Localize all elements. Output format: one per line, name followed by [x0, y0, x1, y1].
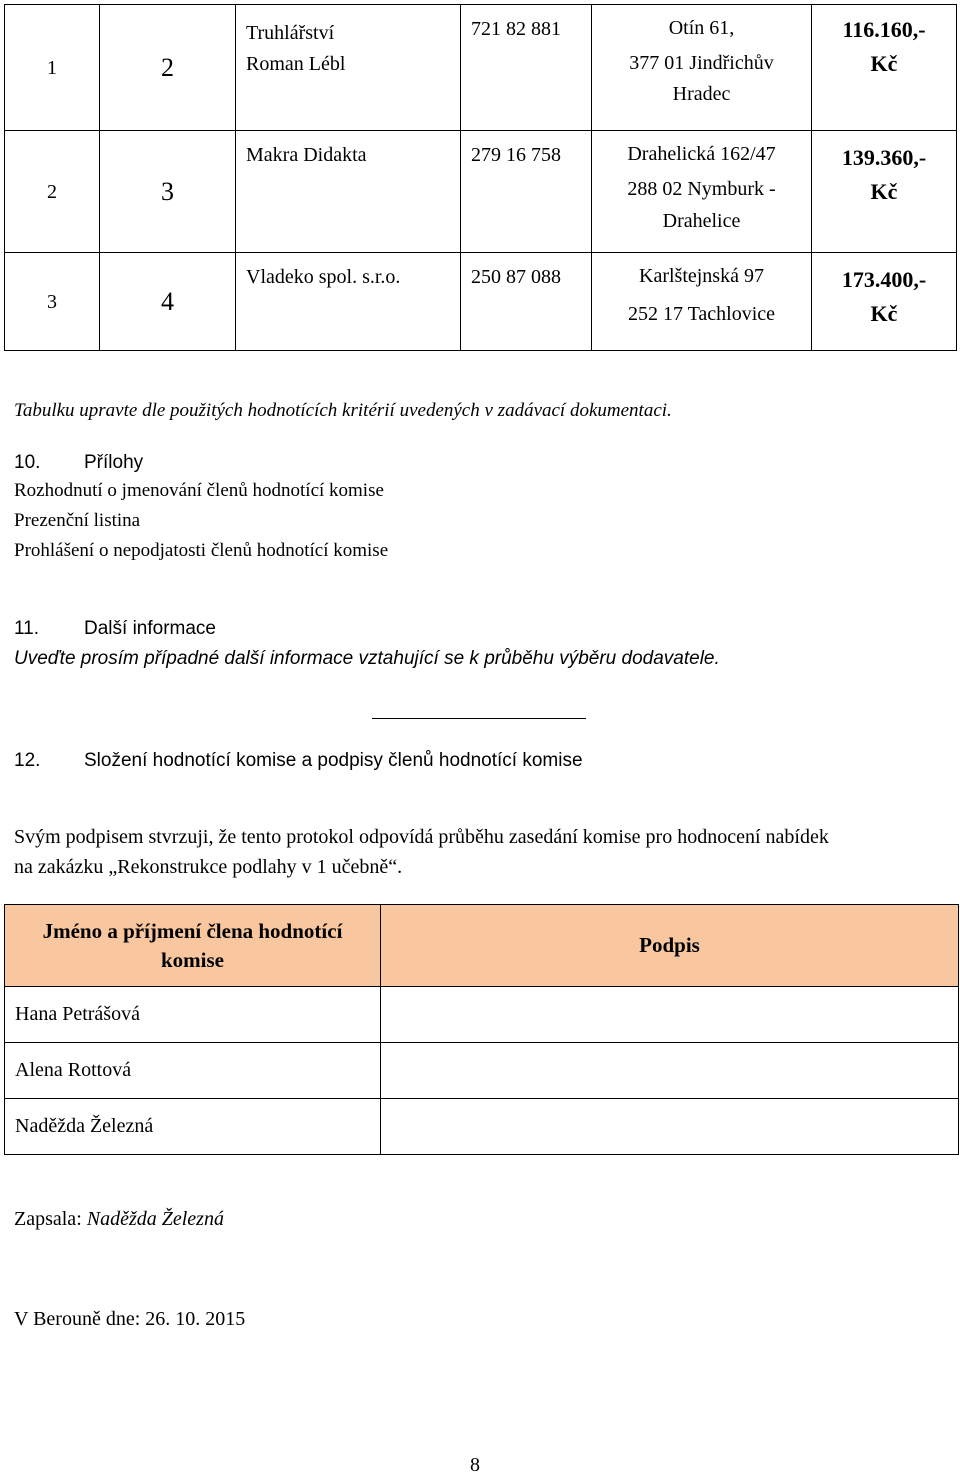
offer-number: 2	[5, 131, 100, 253]
offer-price: 116.160,- Kč	[812, 5, 957, 131]
signature-column-header: Podpis	[381, 905, 959, 987]
supplier-name: Truhlářství Roman Lébl	[236, 5, 461, 131]
attachment-item: Prezenční listina	[14, 510, 141, 531]
signature-cell[interactable]	[381, 1043, 959, 1099]
signature-cell[interactable]	[381, 1099, 959, 1155]
offers-table	[4, 4, 957, 351]
offer-number: 3	[5, 253, 100, 351]
page-number: 8	[470, 1454, 480, 1476]
member-name: Alena Rottová	[5, 1043, 381, 1099]
section-11-heading: 11. Další informace	[14, 618, 216, 639]
table-row	[5, 1043, 959, 1099]
table-row	[5, 905, 959, 987]
signature-table	[4, 904, 959, 1155]
supplier-id: 279 16 758	[461, 131, 592, 253]
offer-number: 1	[5, 5, 100, 131]
supplier-address: Drahelická 162/47 288 02 Nymburk - Drahelice	[592, 131, 812, 253]
table-row	[5, 987, 959, 1043]
table-row	[5, 1099, 959, 1155]
table-note: Tabulku upravte dle použitých hodnotících kritérií uvedených v zadávací dokumentaci.	[14, 400, 672, 421]
attachment-item: Prohlášení o nepodjatosti členů hodnotící komise	[14, 540, 389, 561]
table-row	[5, 5, 957, 131]
separator-line	[372, 718, 586, 719]
member-name: Hana Petrášová	[5, 987, 381, 1043]
supplier-address: Otín 61, 377 01 Jindřichův Hradec	[592, 5, 812, 131]
supplier-name: Makra Didakta	[236, 131, 461, 253]
offer-rank: 3	[100, 131, 236, 253]
place-and-date: V Berouně dne: 26. 10. 2015	[14, 1308, 246, 1330]
offer-rank: 4	[100, 253, 236, 351]
recorded-by: Zapsala: Naděžda Železná	[14, 1208, 224, 1230]
supplier-id: 250 87 088	[461, 253, 592, 351]
supplier-address: Karlštejnská 97 252 17 Tachlovice	[592, 253, 812, 351]
table-row	[5, 253, 957, 351]
signature-cell[interactable]	[381, 987, 959, 1043]
statement-line-2: na zakázku „Rekonstrukce podlahy v 1 učebně“.	[14, 856, 403, 878]
supplier-name: Vladeko spol. s.r.o.	[236, 253, 461, 351]
name-column-header: Jméno a příjmení člena hodnotící komise	[5, 905, 381, 987]
table-row	[5, 131, 957, 253]
section-12-heading: 12. Složení hodnotící komise a podpisy členů hodnotící komise	[14, 750, 583, 771]
supplier-id: 721 82 881	[461, 5, 592, 131]
offer-rank: 2	[100, 5, 236, 131]
section-10-heading: 10. Přílohy	[14, 452, 144, 473]
attachment-item: Rozhodnutí o jmenování členů hodnotící komise	[14, 480, 384, 501]
member-name: Naděžda Železná	[5, 1099, 381, 1155]
section-11-text: Uveďte prosím případné další informace vztahující se k průběhu výběru dodavatele.	[14, 648, 720, 669]
statement-line-1: Svým podpisem stvrzuji, že tento protokol odpovídá průběhu zasedání komise pro hodnocení nabídek	[14, 826, 829, 848]
offer-price: 139.360,- Kč	[812, 131, 957, 253]
offer-price: 173.400,- Kč	[812, 253, 957, 351]
